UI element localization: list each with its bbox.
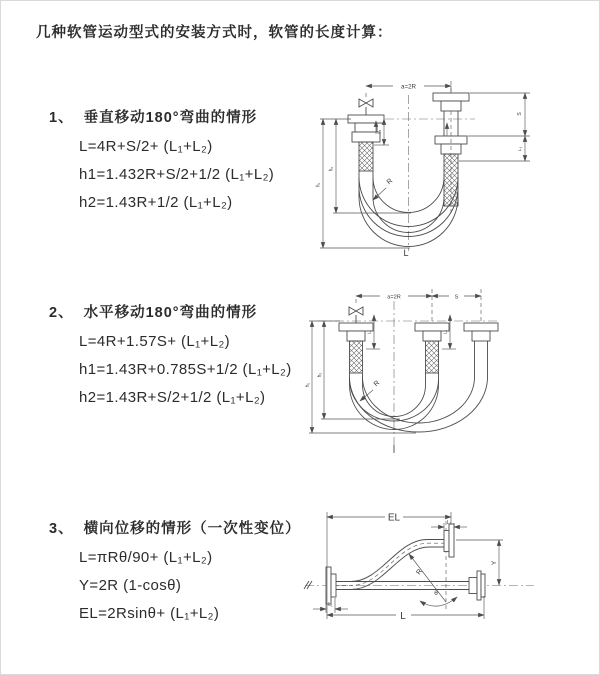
formula-line: Y=2R (1-cosθ) [79,576,182,594]
formula-line: L=πRθ/90+ (L₁+L₂) [79,548,213,566]
dim-label-l1-top: L₁ [446,520,452,526]
right-flange [469,571,485,600]
dim-label-s: S [454,294,459,301]
diagram-vertical-180-bend [307,73,567,259]
label-r: R [415,568,425,577]
dimension-s [468,93,530,136]
section-number: 2、 [49,305,74,321]
dim-label-a2r: a=2R [387,294,401,301]
dim-label-y: Y [491,560,498,566]
formula-line: h1=1.43R+0.785S+1/2 (L₁+L₂) [79,360,292,378]
upper-flange [444,524,454,557]
section-heading [49,301,292,322]
section-heading-text: 横向位移的情形（一次性变位） [83,521,301,537]
section-heading-text: 水平移动180°弯曲的情形 [83,305,258,321]
right-leg [475,341,488,377]
section-number: 1、 [49,110,74,126]
dim-label-s: S [517,112,523,116]
dim-label-h1: h₁ [315,182,322,188]
valve-icon [349,307,363,323]
dim-label-l1-left: L₁ [366,329,372,335]
break-mark [304,581,312,589]
braided-hose-middle [426,341,439,373]
label-r: R [385,177,395,187]
right-flange [464,323,498,341]
dim-label-h1: h₁ [304,382,311,388]
page-title: 几种软管运动型式的安装方式时，软管的长度计算： [36,25,393,41]
section-number: 3、 [49,521,74,537]
hose-curves [350,373,488,432]
dimension-l1-right [459,136,530,161]
section-horizontal-move [49,301,292,411]
diagram-horizontal-180-bend [304,273,574,469]
dimension-l1-mid [442,315,456,349]
radius-callout [373,178,394,200]
dim-label-el: EL [387,512,401,524]
radius-callout [409,554,446,602]
section-heading [49,517,301,538]
formula-line: L=4R+1.57S+ (L₁+L₂) [79,332,231,350]
formula-block [49,327,292,411]
formula-line: h2=1.43R+1/2 (L₁+L₂) [79,193,233,211]
dim-label-l1-mid: L₁ [442,329,448,335]
section-lateral-displacement [49,517,301,627]
formula-line: h2=1.43R+S/2+1/2 (L₁+L₂) [79,388,266,406]
dim-label-l1-left: L₁ [376,129,382,135]
valve-icon [359,99,373,115]
formula-line: L=4R+S/2+ (L₁+L₂) [79,137,213,155]
section-heading [49,106,274,127]
dimension-a2r [356,295,432,301]
dim-label-l1-right: L₁ [517,146,522,152]
movement-arrows [376,121,447,136]
dim-label-a2r: a=2R [401,83,416,91]
formula-block [49,132,274,216]
diagram-lateral-displacement [299,497,579,663]
braided-hose-left [350,341,363,373]
section-heading-text: 垂直移动180°弯曲的情形 [83,110,258,126]
label-l: L [400,611,406,622]
formula-block [49,543,301,627]
dimension-a2r [366,84,451,94]
s-curve-hose [336,540,444,590]
left-flange [348,115,384,142]
braided-hose-left [359,142,373,171]
dim-label-h2: h₂ [316,372,323,378]
dimension-l1-left [366,315,380,349]
formula-line: EL=2Rsinθ+ (L₁+L₂) [79,604,220,622]
label-theta: θ [434,590,438,597]
right-flange-lower [435,136,467,154]
left-flange [326,567,336,604]
dim-label-l1-bottom: L₁ [328,602,333,608]
dimension-s-top [432,295,481,301]
label-r: R [372,379,382,389]
section-vertical-move [49,106,274,216]
dimension-l [327,596,484,622]
dim-label-h2: h₂ [328,166,335,172]
label-l: L [403,248,409,258]
formula-line: h1=1.432R+S/2+1/2 (L₁+L₂) [79,165,275,183]
centerlines [304,521,534,609]
